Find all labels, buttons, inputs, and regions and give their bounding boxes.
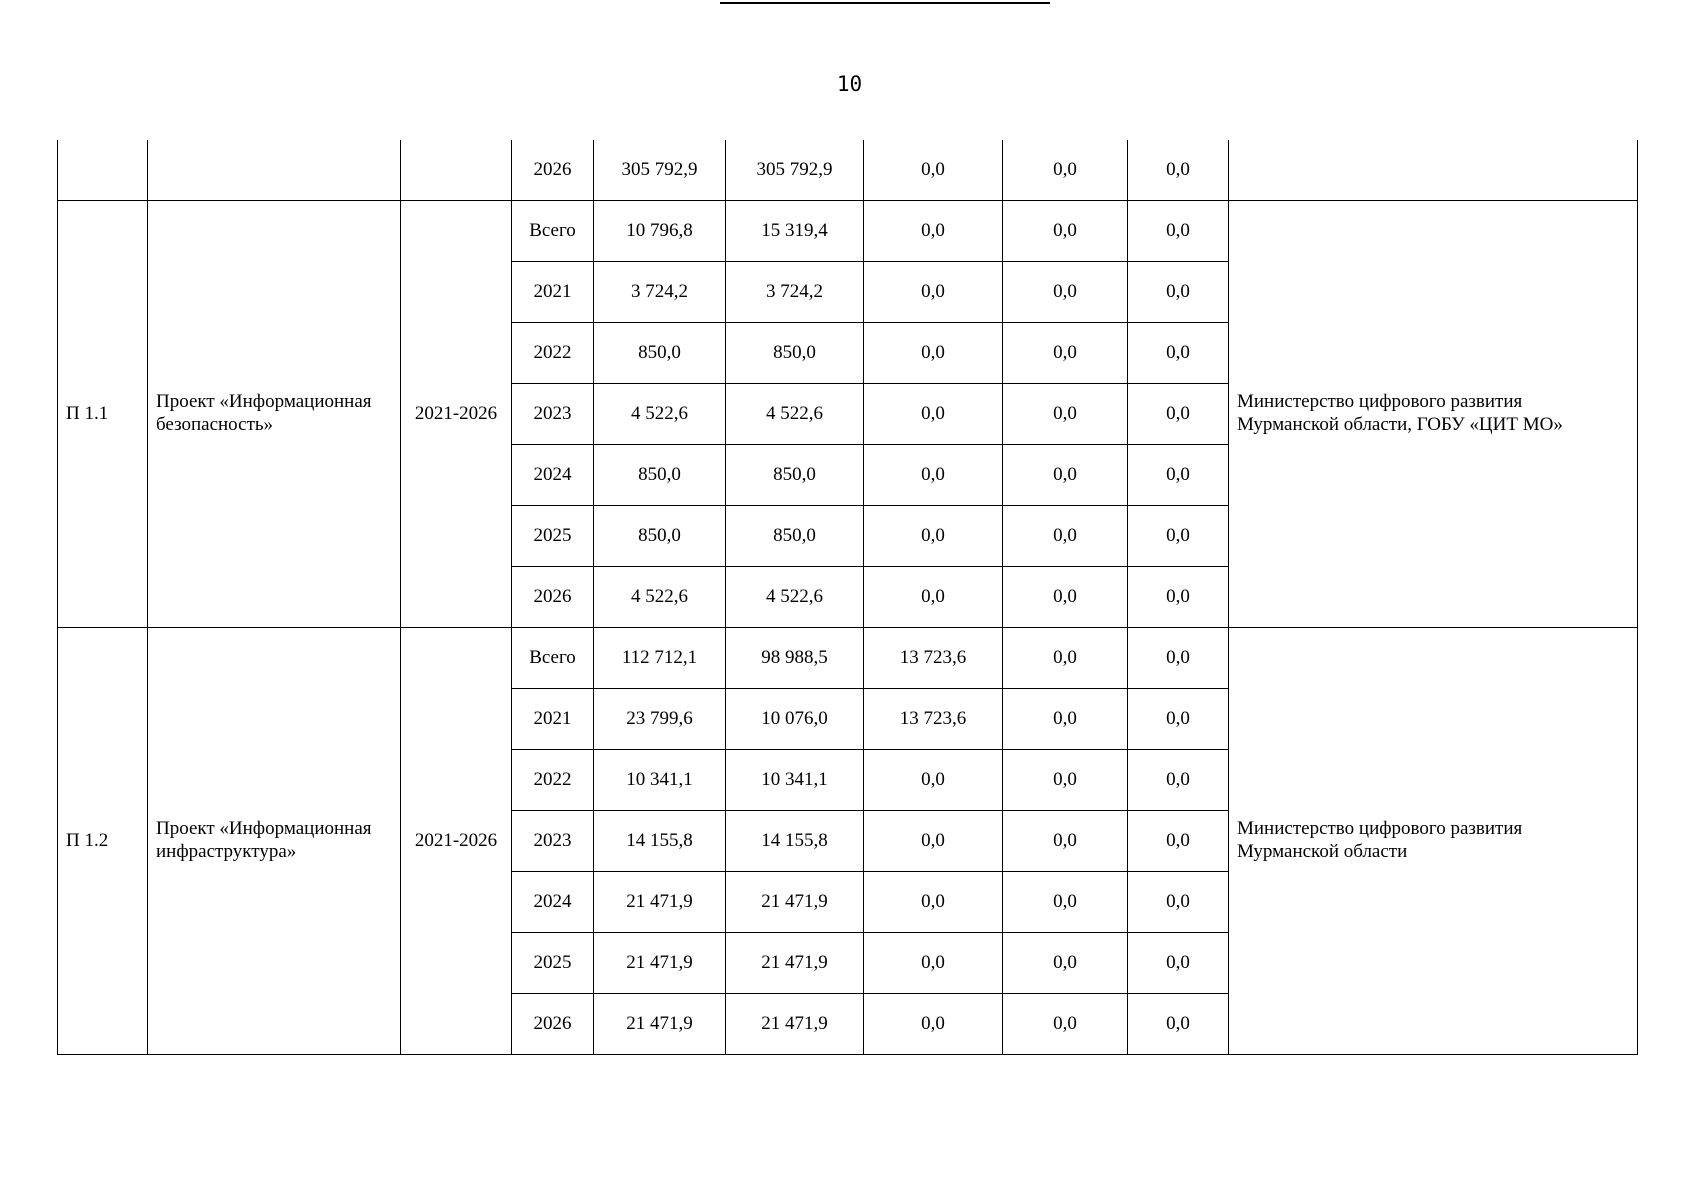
value-federal: 0,0 bbox=[864, 444, 1003, 505]
value-local: 0,0 bbox=[1003, 322, 1128, 383]
value-regional: 3 724,2 bbox=[726, 261, 864, 322]
value-local: 0,0 bbox=[1003, 993, 1128, 1054]
value-local: 0,0 bbox=[1003, 932, 1128, 993]
value-total: 14 155,8 bbox=[594, 810, 726, 871]
value-other: 0,0 bbox=[1128, 749, 1229, 810]
period-cell bbox=[401, 140, 512, 200]
value-other: 0,0 bbox=[1128, 627, 1229, 688]
table-row bbox=[58, 200, 1638, 261]
project-name bbox=[148, 200, 401, 627]
executor-line: Мурманской области bbox=[1237, 840, 1408, 862]
value-federal: 0,0 bbox=[864, 200, 1003, 261]
project-name bbox=[148, 627, 401, 1054]
year-cell: 2022 bbox=[512, 749, 594, 810]
value-federal: 0,0 bbox=[864, 810, 1003, 871]
value-other: 0,0 bbox=[1128, 444, 1229, 505]
value-total: 850,0 bbox=[594, 322, 726, 383]
executor-line: Мурманской области, ГОБУ «ЦИТ МО» bbox=[1237, 413, 1563, 435]
value-total: 305 792,9 bbox=[594, 140, 726, 200]
value-regional: 850,0 bbox=[726, 322, 864, 383]
value-total: 10 796,8 bbox=[594, 200, 726, 261]
value-federal: 13 723,6 bbox=[864, 688, 1003, 749]
code-cell bbox=[58, 140, 148, 200]
value-federal: 0,0 bbox=[864, 322, 1003, 383]
table-row bbox=[58, 627, 1638, 688]
value-regional: 850,0 bbox=[726, 505, 864, 566]
value-federal: 13 723,6 bbox=[864, 627, 1003, 688]
value-regional: 10 076,0 bbox=[726, 688, 864, 749]
value-other: 0,0 bbox=[1128, 200, 1229, 261]
budget-table bbox=[57, 140, 1638, 1055]
value-other: 0,0 bbox=[1128, 688, 1229, 749]
project-executor bbox=[1229, 200, 1638, 627]
year-cell: 2024 bbox=[512, 444, 594, 505]
value-local: 0,0 bbox=[1003, 749, 1128, 810]
value-local: 0,0 bbox=[1003, 140, 1128, 200]
value-regional: 10 341,1 bbox=[726, 749, 864, 810]
year-cell: 2021 bbox=[512, 688, 594, 749]
page-number: 10 bbox=[836, 72, 863, 96]
project-name-line: Проект «Информационная bbox=[156, 390, 372, 412]
value-local: 0,0 bbox=[1003, 505, 1128, 566]
year-cell: 2022 bbox=[512, 322, 594, 383]
value-total: 4 522,6 bbox=[594, 566, 726, 627]
value-federal: 0,0 bbox=[864, 383, 1003, 444]
value-other: 0,0 bbox=[1128, 261, 1229, 322]
value-total: 4 522,6 bbox=[594, 383, 726, 444]
value-total: 850,0 bbox=[594, 444, 726, 505]
value-other: 0,0 bbox=[1128, 383, 1229, 444]
year-cell: 2021 bbox=[512, 261, 594, 322]
project-name-line: безопасность» bbox=[156, 413, 274, 435]
value-other: 0,0 bbox=[1128, 566, 1229, 627]
value-federal: 0,0 bbox=[864, 566, 1003, 627]
value-other: 0,0 bbox=[1128, 505, 1229, 566]
value-local: 0,0 bbox=[1003, 383, 1128, 444]
value-regional: 4 522,6 bbox=[726, 566, 864, 627]
value-total: 21 471,9 bbox=[594, 993, 726, 1054]
executor-line: Министерство цифрового развития bbox=[1237, 390, 1523, 412]
value-other: 0,0 bbox=[1128, 322, 1229, 383]
value-federal: 0,0 bbox=[864, 140, 1003, 200]
value-local: 0,0 bbox=[1003, 627, 1128, 688]
value-other: 0,0 bbox=[1128, 932, 1229, 993]
value-regional: 4 522,6 bbox=[726, 383, 864, 444]
table-row-continued bbox=[58, 140, 1638, 200]
value-regional: 98 988,5 bbox=[726, 627, 864, 688]
value-regional: 21 471,9 bbox=[726, 932, 864, 993]
year-cell: 2023 bbox=[512, 383, 594, 444]
year-cell: 2026 bbox=[512, 993, 594, 1054]
year-cell: 2025 bbox=[512, 505, 594, 566]
value-regional: 305 792,9 bbox=[726, 140, 864, 200]
project-period: 2021-2026 bbox=[401, 200, 512, 627]
value-local: 0,0 bbox=[1003, 566, 1128, 627]
value-local: 0,0 bbox=[1003, 871, 1128, 932]
value-total: 23 799,6 bbox=[594, 688, 726, 749]
value-local: 0,0 bbox=[1003, 444, 1128, 505]
project-executor bbox=[1229, 627, 1638, 1054]
value-total: 10 341,1 bbox=[594, 749, 726, 810]
year-cell: 2025 bbox=[512, 932, 594, 993]
value-regional: 21 471,9 bbox=[726, 871, 864, 932]
value-local: 0,0 bbox=[1003, 200, 1128, 261]
value-regional: 14 155,8 bbox=[726, 810, 864, 871]
name-cell bbox=[148, 140, 401, 200]
value-other: 0,0 bbox=[1128, 810, 1229, 871]
year-cell: 2026 bbox=[512, 140, 594, 200]
value-regional: 850,0 bbox=[726, 444, 864, 505]
value-regional: 21 471,9 bbox=[726, 993, 864, 1054]
top-rule bbox=[720, 0, 1050, 4]
value-other: 0,0 bbox=[1128, 993, 1229, 1054]
year-cell: 2024 bbox=[512, 871, 594, 932]
value-local: 0,0 bbox=[1003, 810, 1128, 871]
executor-line: Министерство цифрового развития bbox=[1237, 817, 1523, 839]
project-name-line: инфраструктура» bbox=[156, 840, 297, 862]
value-total: 850,0 bbox=[594, 505, 726, 566]
value-other: 0,0 bbox=[1128, 140, 1229, 200]
project-code: П 1.1 bbox=[58, 200, 148, 627]
value-federal: 0,0 bbox=[864, 261, 1003, 322]
value-total: 3 724,2 bbox=[594, 261, 726, 322]
value-federal: 0,0 bbox=[864, 749, 1003, 810]
value-total: 112 712,1 bbox=[594, 627, 726, 688]
project-period: 2021-2026 bbox=[401, 627, 512, 1054]
value-federal: 0,0 bbox=[864, 993, 1003, 1054]
year-cell: 2026 bbox=[512, 566, 594, 627]
value-regional: 15 319,4 bbox=[726, 200, 864, 261]
value-total: 21 471,9 bbox=[594, 932, 726, 993]
value-federal: 0,0 bbox=[864, 871, 1003, 932]
value-federal: 0,0 bbox=[864, 505, 1003, 566]
project-code: П 1.2 bbox=[58, 627, 148, 1054]
value-other: 0,0 bbox=[1128, 871, 1229, 932]
value-local: 0,0 bbox=[1003, 261, 1128, 322]
value-local: 0,0 bbox=[1003, 688, 1128, 749]
value-total: 21 471,9 bbox=[594, 871, 726, 932]
year-cell: Всего bbox=[512, 627, 594, 688]
executor-cell bbox=[1229, 140, 1638, 200]
year-cell: 2023 bbox=[512, 810, 594, 871]
project-name-line: Проект «Информационная bbox=[156, 817, 372, 839]
year-cell: Всего bbox=[512, 200, 594, 261]
value-federal: 0,0 bbox=[864, 932, 1003, 993]
